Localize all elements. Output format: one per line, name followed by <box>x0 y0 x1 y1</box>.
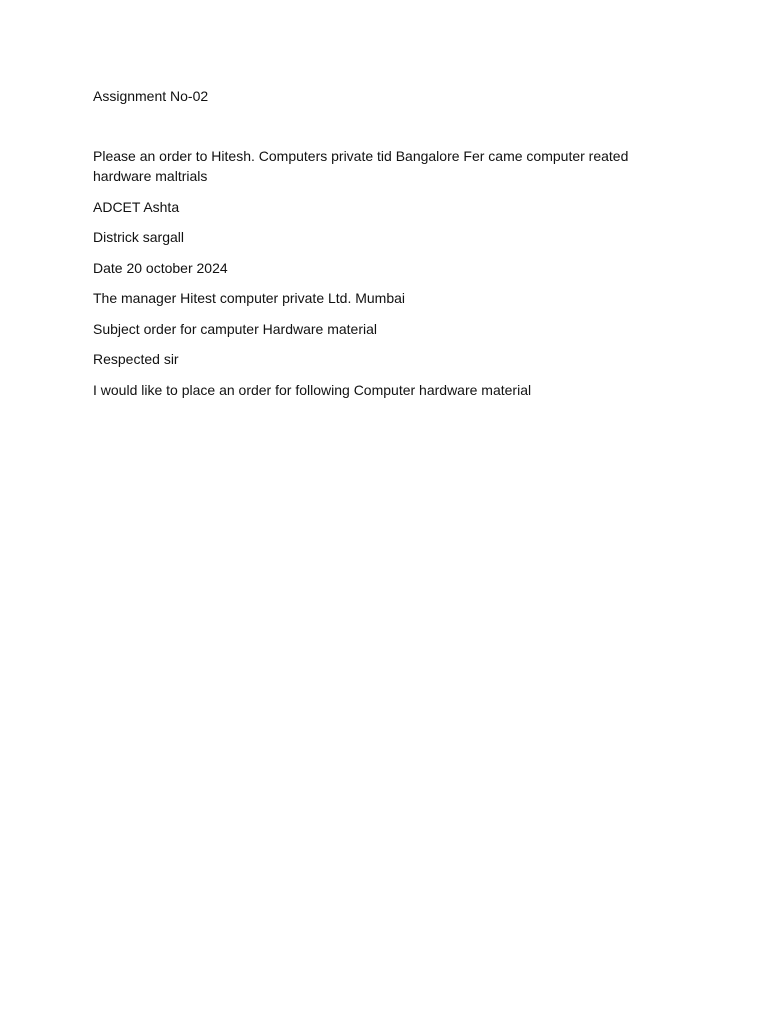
salutation: Respected sir <box>93 351 179 367</box>
document-body <box>93 86 683 410</box>
sender-institution: ADCET Ashta <box>93 198 180 215</box>
sender-district: Districk sargall <box>93 229 185 245</box>
letter-subject: Subject order for camputer Hardware material <box>93 320 378 337</box>
body-sentence: I would like to place an order for following Computer hardware material <box>93 381 532 398</box>
letter-date: Date 20 october 2024 <box>93 259 228 276</box>
assignment-title: Assignment No-02 <box>93 88 209 104</box>
intro-paragraph: Please an order to Hitesh. Computers private tid Bangalore Fer came computer reated hardware maltrials <box>93 148 629 184</box>
recipient-address: The manager Hitest computer private Ltd. Mumbai <box>93 290 406 306</box>
